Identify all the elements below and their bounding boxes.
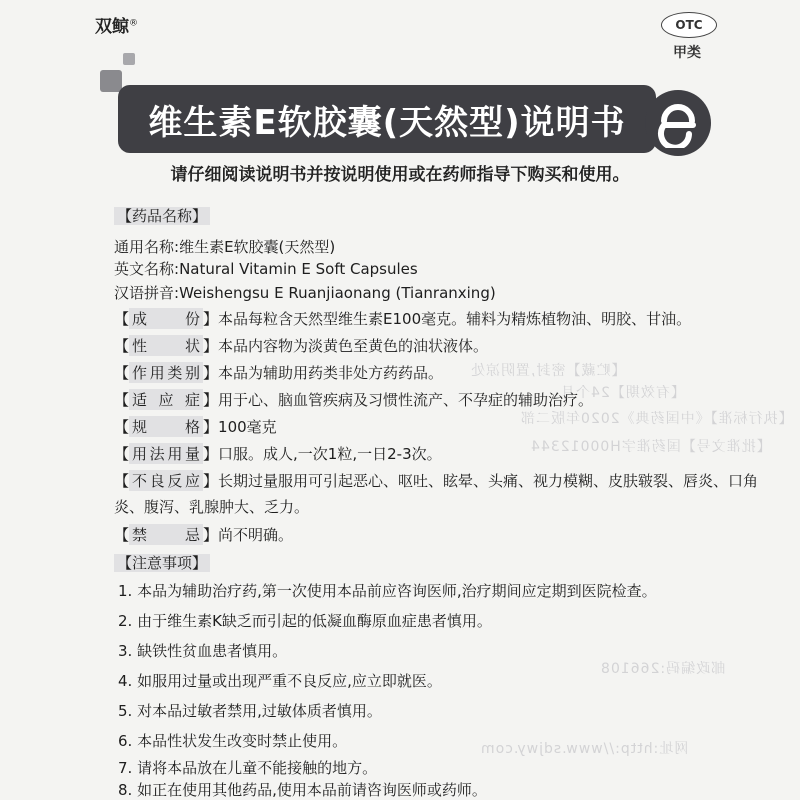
bleed-through-text: 邮政编码:266108 [600, 661, 726, 677]
bleed-through-text: 【贮藏】密封,置阴凉处 [470, 363, 626, 379]
field-value: 口服。成人,一次1粒,一日2-3次。 [218, 445, 442, 463]
precaution-item: 3. 缺铁性贫血患者慎用。 [118, 642, 288, 660]
field-label: 规 格 [129, 416, 203, 437]
generic-name-row [114, 236, 335, 257]
field-value: 本品内容物为淡黄色至黄色的油状液体。 [218, 337, 489, 355]
otc-category: 甲类 [673, 45, 701, 61]
precaution-item: 7. 请将本品放在儿童不能接触的地方。 [118, 759, 378, 777]
field-label: 汉语拼音: [114, 284, 180, 302]
adverse-reactions-row: 【 不良反应 】长期过量服用可引起恶心、呕吐、眩晕、头痛、视力模糊、皮肤皲裂、唇炎、口角 [114, 472, 759, 490]
field-label: 用法用量 [129, 443, 203, 464]
field-value: 100毫克 [218, 418, 277, 436]
e-logo-icon [645, 90, 711, 156]
bleed-through-text: 【批准文号】国药准字H00012344 [530, 439, 771, 455]
field-value: 用于心、脑血管疾病及习惯性流产、不孕症的辅助治疗。 [218, 391, 594, 409]
dosage-row: 【 用法用量 】口服。成人,一次1粒,一日2-3次。 [114, 445, 442, 463]
bleed-through-text: 网址:http://www.sdjwy.com [480, 741, 689, 757]
bleed-through-text: 【有效期】24个月 [560, 385, 685, 401]
section-label: 【药品名称】 [114, 207, 210, 225]
decorative-square [100, 70, 122, 92]
field-label: 性 状 [129, 335, 203, 356]
specification-row: 【 规 格 】100毫克 [114, 418, 277, 436]
field-value: 本品为辅助用药类非处方药药品。 [218, 364, 444, 382]
field-value: Weishengsu E Ruanjiaonang (Tianranxing) [179, 284, 496, 302]
field-label: 成 份 [129, 308, 203, 329]
field-label: 禁 忌 [129, 524, 203, 545]
precaution-item: 5. 对本品过敏者禁用,过敏体质者慎用。 [118, 702, 382, 720]
bleed-through-text: 【执行标准】《中国药典》2020年版二部 [520, 411, 793, 427]
otc-badge: OTC [661, 12, 717, 38]
drug-name-section [114, 205, 210, 226]
brand-logo [95, 12, 138, 37]
precaution-item: 8. 如正在使用其他药品,使用本品前请咨询医师或药师。 [118, 781, 487, 799]
field-value: 本品每粒含天然型维生素E100毫克。辅料为精炼植物油、明胶、甘油。 [218, 310, 692, 328]
precaution-item: 4. 如服用过量或出现严重不良反应,应立即就医。 [118, 672, 442, 690]
precaution-item: 2. 由于维生素K缺乏而引起的低凝血酶原血症患者慎用。 [118, 612, 492, 630]
field-value: 尚不明确。 [218, 526, 294, 544]
precaution-item: 1. 本品为辅助治疗药,第一次使用本品前应咨询医师,治疗期间应定期到医院检查。 [118, 582, 657, 600]
contraindications-row: 【 禁 忌 】尚不明确。 [114, 526, 294, 544]
field-label: 英文名称: [114, 260, 180, 278]
title-banner [118, 85, 656, 153]
field-label: 适 应 症 [129, 389, 203, 410]
registered-mark: ® [129, 18, 138, 29]
field-value: 炎、腹泻、乳腺肿大、乏力。 [114, 498, 310, 516]
appearance-row: 【 性 状 】本品内容物为淡黄色至黄色的油状液体。 [114, 337, 489, 355]
field-label: 作用类别 [129, 362, 203, 383]
action-category-row: 【 作用类别 】本品为辅助用药类非处方药药品。 [114, 364, 444, 382]
brand-name: 双鲸 [95, 17, 129, 37]
field-value: 长期过量服用可引起恶心、呕吐、眩晕、头痛、视力模糊、皮肤皲裂、唇炎、口角 [218, 472, 759, 490]
field-value: Natural Vitamin E Soft Capsules [179, 260, 418, 278]
decorative-square [123, 53, 135, 65]
precaution-item: 6. 本品性状发生改变时禁止使用。 [118, 732, 348, 750]
field-label: 通用名称: [114, 238, 180, 256]
indications-row: 【 适 应 症 】用于心、脑血管疾病及习惯性流产、不孕症的辅助治疗。 [114, 391, 594, 409]
adverse-reactions-continuation [114, 496, 309, 517]
section-label: 【注意事项】 [114, 554, 210, 572]
pinyin-name-row [114, 282, 496, 303]
precautions-section [114, 552, 210, 573]
english-name-row [114, 258, 418, 279]
usage-notice: 请仔细阅读说明书并按说明使用或在药师指导下购买和使用。 [170, 165, 630, 185]
field-label: 不良反应 [129, 470, 203, 491]
field-value: 维生素E软胶囊(天然型) [179, 238, 336, 256]
ingredients-row: 【 成 份 】本品每粒含天然型维生素E100毫克。辅料为精炼植物油、明胶、甘油。 [114, 310, 692, 328]
page-title: 维生素E软胶囊(天然型)说明书 [148, 102, 626, 143]
